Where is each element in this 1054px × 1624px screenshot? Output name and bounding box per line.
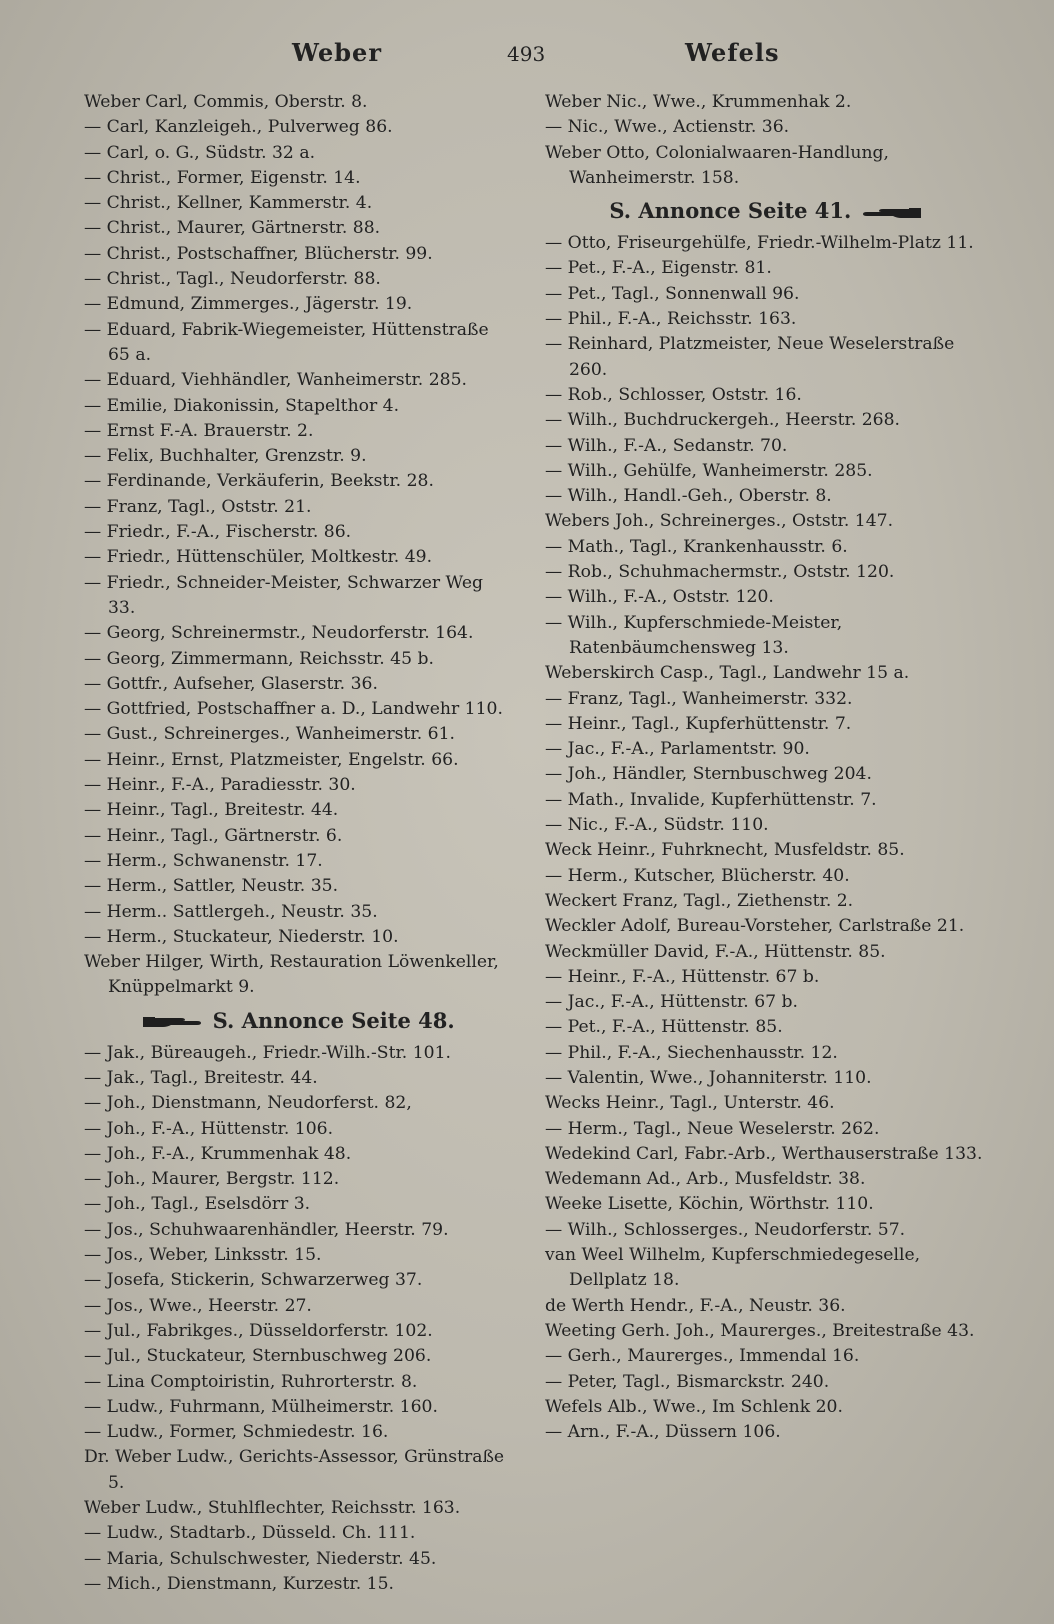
right-directory-entry: — Wilh., Buchdruckergeh., Heerstr. 268. [545, 410, 901, 431]
right-directory-entry: — Herm., Kutscher, Blücherstr. 40. [545, 865, 850, 886]
left-directory-entry: — Herm., Sattler, Neustr. 35. [84, 876, 339, 897]
left-directory-entry: — Eduard, Viehhändler, Wanheimerstr. 285. [84, 370, 467, 391]
right-directory-entry: — Gerh., Maurerges., Immendal 16. [545, 1346, 860, 1367]
advert-text: S. Annonce Seite 48. [212, 1007, 455, 1033]
right-directory-entry: Weeting Gerh. Joh., Maurerges., Breitestraße 43. [545, 1320, 975, 1341]
right-directory-entry: — Pet., F.-A., Hüttenstr. 85. [545, 1017, 783, 1038]
left-directory-entry: — Felix, Buchhalter, Grenzstr. 9. [84, 446, 367, 467]
right-directory-entry: — Peter, Tagl., Bismarckstr. 240. [545, 1371, 830, 1392]
right-directory-entry: — Nic., F.-A., Südstr. 110. [545, 815, 769, 836]
right-directory-entry: — Valentin, Wwe., Johanniterstr. 110. [545, 1067, 872, 1088]
right-directory-entry: — Pet., Tagl., Sonnenwall 96. [545, 283, 800, 304]
page-number: 493 [507, 42, 546, 66]
right-directory-entry: — Wilh., F.-A., Sedanstr. 70. [545, 435, 788, 456]
left-directory-entry: — Friedr., F.-A., Fischerstr. 86. [84, 522, 352, 543]
right-directory-entry: Weckert Franz, Tagl., Ziethenstr. 2. [545, 890, 854, 911]
left-directory-entry: Weber Ludw., Stuhlflechter, Reichsstr. 163. [84, 1498, 461, 1519]
left-directory-entry: — Joh., Tagl., Eselsdörr 3. [84, 1194, 311, 1215]
right-directory-entry: — Wilh., Schlosserges., Neudorferstr. 57. [545, 1219, 906, 1240]
left-directory-entry: — Joh., F.-A., Hüttenstr. 106. [84, 1118, 334, 1139]
left-directory-entry: — Mich., Dienstmann, Kurzestr. 15. [84, 1573, 394, 1594]
left-directory-entry: — Jak., Tagl., Breitestr. 44. [84, 1067, 318, 1088]
right-directory-entry: — Math., Tagl., Krankenhausstr. 6. [545, 536, 848, 557]
left-column [84, 90, 512, 1597]
left-directory-entry: — Christ., Tagl., Neudorferstr. 88. [84, 269, 381, 290]
left-directory-entry: — Herm., Schwanenstr. 17. [84, 850, 323, 871]
left-directory-entry: — Christ., Postschaffner, Blücherstr. 99. [84, 243, 433, 264]
left-directory-entry: — Gottfried, Postschaffner a. D., Landwehr 110. [84, 699, 503, 720]
right-directory-entry: Weeke Lisette, Köchin, Wörthstr. 110. [545, 1194, 874, 1215]
left-directory-entry: — Edmund, Zimmerges., Jägerstr. 19. [84, 294, 413, 315]
right-directory-entry: — Phil., F.-A., Siechenhausstr. 12. [545, 1042, 838, 1063]
left-directory-entry: — Ludw., Stadtarb., Düsseld. Ch. 111. [84, 1523, 416, 1544]
right-directory-entry: van Weel Wilhelm, Kupferschmiedegeselle, Dellplatz 18. [545, 1245, 921, 1291]
left-directory-entry: — Georg, Zimmermann, Reichsstr. 45 b. [84, 648, 434, 669]
left-directory-entry: — Ludw., Former, Schmiedestr. 16. [84, 1422, 389, 1443]
left-directory-entry: — Jul., Fabrikges., Düsseldorferstr. 102. [84, 1320, 433, 1341]
right-directory-entry: Weckler Adolf, Bureau-Vorsteher, Carlstraße 21. [545, 916, 965, 937]
left-directory-entry: Weber Carl, Commis, Oberstr. 8. [84, 92, 368, 112]
right-directory-entry: Weck Heinr., Fuhrknecht, Musfeldstr. 85. [545, 840, 905, 861]
left-directory-entry: — Gottfr., Aufseher, Glaserstr. 36. [84, 673, 378, 694]
right-directory-entry: — Wilh., Kupferschmiede-Meister, Ratenbäumchensweg 13. [545, 612, 843, 658]
left-directory-entry: — Jak., Büreaugeh., Friedr.-Wilh.-Str. 101. [84, 1042, 452, 1063]
right-directory-entry: de Werth Hendr., F.-A., Neustr. 36. [545, 1295, 846, 1316]
left-directory-entry: — Joh., Dienstmann, Neudorferst. 82, [84, 1093, 412, 1114]
right-directory-entry: Weckmüller David, F.-A., Hüttenstr. 85. [545, 941, 886, 962]
left-directory-entry: Weber Hilger, Wirth, Restauration Löwenkeller, Knüppelmarkt 9. [84, 952, 499, 998]
right-directory-entry: — Heinr., F.-A., Hüttenstr. 67 b. [545, 966, 820, 987]
advert-text: S. Annonce Seite 41. [609, 198, 852, 224]
right-directory-entry: — Math., Invalide, Kupferhüttenstr. 7. [545, 789, 877, 810]
right-directory-entry: — Jac., F.-A., Parlamentstr. 90. [545, 739, 810, 760]
left-directory-entry: Dr. Weber Ludw., Gerichts-Assessor, Grünstraße 5. [84, 1447, 505, 1493]
right-directory-entry: — Pet., F.-A., Eigenstr. 81. [545, 258, 772, 279]
left-directory-entry: — Heinr., Tagl., Gärtnerstr. 6. [84, 825, 343, 846]
left-directory-entry: — Joh., F.-A., Krummenhak 48. [84, 1143, 352, 1164]
right-directory-entry: — Wilh., Handl.-Geh., Oberstr. 8. [545, 486, 832, 507]
right-directory-entry: — Herm., Tagl., Neue Weselerstr. 262. [545, 1118, 880, 1139]
left-directory-entry: — Friedr., Schneider-Meister, Schwarzer Weg 33. [84, 572, 483, 618]
left-directory-entry: — Heinr., Tagl., Breitestr. 44. [84, 800, 339, 821]
left-directory-entry: — Joh., Maurer, Bergstr. 112. [84, 1169, 340, 1190]
right-directory-entry: — Nic., Wwe., Actienstr. 36. [545, 117, 790, 138]
right-directory-entry: — Rob., Schuhmachermstr., Oststr. 120. [545, 562, 895, 583]
left-directory-entry: — Ernst F.-A. Brauerstr. 2. [84, 420, 314, 441]
left-directory-entry: — Carl, Kanzleigeh., Pulverweg 86. [84, 117, 393, 138]
left-directory-entry: — Jos., Schuhwaarenhändler, Heerstr. 79. [84, 1219, 449, 1240]
left-directory-entry: — Jos., Wwe., Heerstr. 27. [84, 1295, 312, 1316]
left-directory-entry: — Ferdinande, Verkäuferin, Beekstr. 28. [84, 471, 434, 492]
header-right-keyword: Wefels [685, 38, 780, 67]
left-directory-entry: — Herm., Stuckateur, Niederstr. 10. [84, 926, 399, 947]
left-directory-entry: — Carl, o. G., Südstr. 32 a. [84, 142, 316, 163]
left-directory-entry: — Heinr., F.-A., Paradiesstr. 30. [84, 775, 356, 796]
left-directory-entry: — Emilie, Diakonissin, Stapelthor 4. [84, 395, 400, 416]
left-directory-entry: — Georg, Schreinermstr., Neudorferstr. 164. [84, 623, 474, 644]
right-directory-entry: Weber Nic., Wwe., Krummenhak 2. [545, 92, 852, 112]
right-directory-entry: — Otto, Friseurgehülfe, Friedr.-Wilhelm-Platz 11. [545, 233, 974, 254]
left-directory-entry: — Lina Comptoiristin, Ruhrorterstr. 8. [84, 1371, 418, 1392]
right-directory-entry: Wedemann Ad., Arb., Musfeldstr. 38. [545, 1169, 866, 1190]
right-directory-entry: — Rob., Schlosser, Oststr. 16. [545, 384, 802, 405]
header-left-keyword: Weber [292, 38, 382, 67]
page-header [0, 38, 1054, 78]
left-directory-entry: — Jul., Stuckateur, Sternbuschweg 206. [84, 1346, 432, 1367]
left-directory-entry: — Friedr., Hüttenschüler, Moltkestr. 49. [84, 547, 433, 568]
right-directory-entry: — Arn., F.-A., Düssern 106. [545, 1422, 781, 1443]
right-directory-entry: Weberskirch Casp., Tagl., Landwehr 15 a. [545, 663, 910, 684]
right-directory-entry: — Wilh., F.-A., Oststr. 120. [545, 587, 774, 608]
left-directory-entry: — Gust., Schreinerges., Wanheimerstr. 61. [84, 724, 455, 745]
right-directory-entry: Wecks Heinr., Tagl., Unterstr. 46. [545, 1093, 835, 1114]
left-directory-entry: — Ludw., Fuhrmann, Mülheimerstr. 160. [84, 1396, 438, 1417]
left-directory-entry: — Herm.. Sattlergeh., Neustr. 35. [84, 901, 378, 922]
pointing-hand-icon [141, 1014, 205, 1030]
left-advert-reference [84, 1004, 512, 1038]
right-directory-entry: Wedekind Carl, Fabr.-Arb., Werthauserstraße 133. [545, 1143, 983, 1164]
right-directory-entry: Wefels Alb., Wwe., Im Schlenk 20. [545, 1396, 843, 1417]
right-directory-entry: Weber Otto, Colonialwaaren-Handlung, Wanheimerstr. 158. [545, 142, 890, 188]
left-directory-entry: — Franz, Tagl., Oststr. 21. [84, 496, 312, 517]
right-directory-entry: — Reinhard, Platzmeister, Neue Weselerstraße 260. [545, 334, 955, 380]
left-directory-entry: — Josefa, Stickerin, Schwarzerweg 37. [84, 1270, 423, 1291]
right-directory-entry: — Joh., Händler, Sternbuschweg 204. [545, 764, 872, 785]
left-directory-entry: — Christ., Maurer, Gärtnerstr. 88. [84, 218, 381, 239]
left-directory-entry: — Heinr., Ernst, Platzmeister, Engelstr. 66. [84, 749, 459, 770]
right-directory-entry: Webers Joh., Schreinerges., Oststr. 147. [545, 511, 894, 532]
left-directory-entry: — Christ., Former, Eigenstr. 14. [84, 167, 361, 188]
left-directory-entry: — Maria, Schulschwester, Niederstr. 45. [84, 1548, 437, 1569]
right-column [545, 90, 987, 1445]
right-directory-entry: — Wilh., Gehülfe, Wanheimerstr. 285. [545, 460, 873, 481]
right-directory-entry: — Phil., F.-A., Reichsstr. 163. [545, 309, 797, 330]
left-directory-entry: — Jos., Weber, Linksstr. 15. [84, 1245, 322, 1266]
left-directory-entry: — Christ., Kellner, Kammerstr. 4. [84, 193, 373, 214]
pointing-hand-icon [859, 205, 923, 221]
right-advert-reference [545, 194, 987, 228]
right-directory-entry: — Jac., F.-A., Hüttenstr. 67 b. [545, 992, 799, 1013]
right-directory-entry: — Heinr., Tagl., Kupferhüttenstr. 7. [545, 713, 852, 734]
left-directory-entry: — Eduard, Fabrik-Wiegemeister, Hüttenstraße 65 a. [84, 319, 489, 365]
right-directory-entry: — Franz, Tagl., Wanheimerstr. 332. [545, 688, 853, 709]
